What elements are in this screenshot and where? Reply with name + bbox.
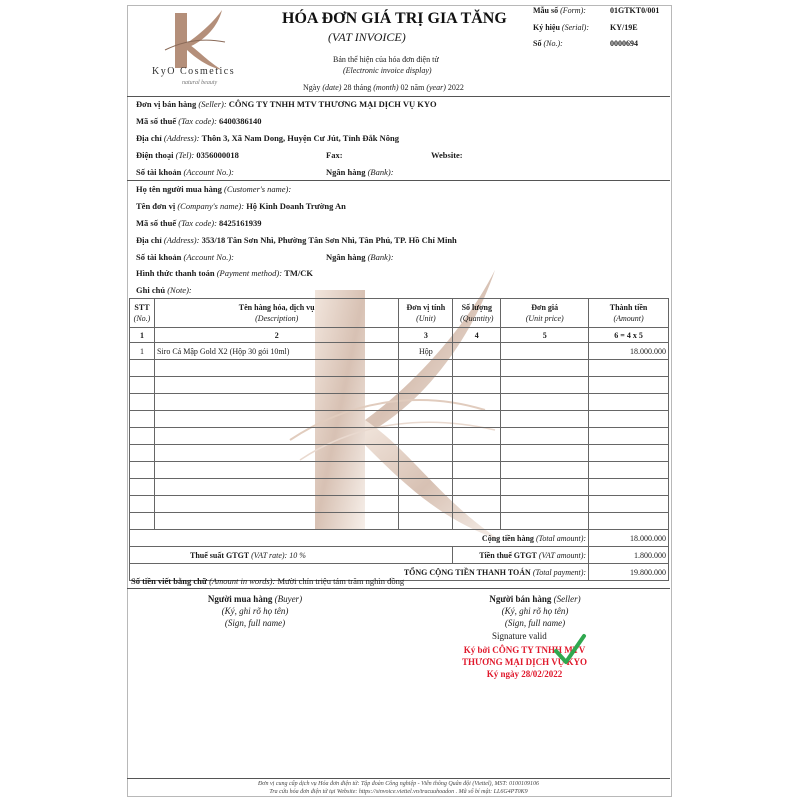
table-row xyxy=(130,445,669,462)
table-row xyxy=(130,479,669,496)
form-label: Mẫu số (Form): xyxy=(533,6,586,15)
invoice-date: Ngày (date) 28 tháng (month) 02 năm (year) 2022 xyxy=(303,83,464,92)
brand-slogan: natural beauty xyxy=(182,80,218,86)
item-unit-price xyxy=(501,343,589,360)
col-num: 2 xyxy=(154,328,398,343)
amount-in-words: Số tiền viết bằng chữ (Amount in words): Mười chín triệu tám trăm nghìn đồng xyxy=(131,576,405,586)
invoice-title: HÓA ĐƠN GIÁ TRỊ GIA TĂNG xyxy=(282,10,507,27)
total-value: 18.000.000 xyxy=(589,530,669,547)
buyer-address: Địa chỉ (Address): 353/18 Tân Sơn Nhì, Phường Tân Sơn Nhì, Tân Phú, TP. Hồ Chí Minh xyxy=(136,235,457,245)
seller-fax: Fax: xyxy=(326,150,343,160)
table-row xyxy=(130,428,669,445)
table-header-row xyxy=(130,299,669,328)
seller-address: Địa chỉ (Address): Thôn 3, Xã Nam Dong, Huyện Cư Jút, Tỉnh Đắk Nông xyxy=(136,133,399,143)
buyer-signature-block: Người mua hàng (Buyer) (Ký, ghi rõ họ tên) (Sign, full name) xyxy=(207,594,303,628)
signature-valid: Signature valid xyxy=(492,631,547,641)
items-table xyxy=(129,298,669,581)
seller-website: Website: xyxy=(431,150,463,160)
seller-tax: Mã số thuế (Tax code): 6400386140 xyxy=(136,116,262,126)
payment-label: TỔNG CỘNG TIỀN THANH TOÁN (Total payment): xyxy=(130,564,589,581)
table-row xyxy=(130,360,669,377)
item-no: 1 xyxy=(130,343,155,360)
seller-account: Số tài khoản (Account No.): xyxy=(136,167,234,177)
item-amount: 18.000.000 xyxy=(589,343,669,360)
header-unit-price: Đơn giá (Unit price) xyxy=(501,299,589,328)
buyer-tax: Mã số thuế (Tax code): 8425161939 xyxy=(136,218,262,228)
column-number-row xyxy=(130,328,669,343)
table-row xyxy=(130,377,669,394)
note: Ghi chú (Note): xyxy=(136,285,192,295)
table-row xyxy=(130,411,669,428)
vat-amount-label: Tiền thuế GTGT (VAT amount): xyxy=(453,547,589,564)
header-unit: Đơn vị tính (Unit) xyxy=(399,299,453,328)
number-value: 0000694 xyxy=(610,39,638,48)
col-num: 1 xyxy=(130,328,155,343)
vat-row xyxy=(130,547,669,564)
seller-signature-block: Người bán hàng (Seller) (Ký, ghi rõ họ tên) (Sign, full name) xyxy=(489,594,581,628)
divider xyxy=(127,778,670,779)
number-label: Số (No.): xyxy=(533,39,563,48)
table-row xyxy=(130,394,669,411)
invoice-subtitle: (VAT INVOICE) xyxy=(328,30,406,44)
digital-signature: Ký bởi CÔNG TY TNHH MTV THƯƠNG MẠI DỊCH VỤ KYO Ký ngày 28/02/2022 xyxy=(462,645,588,679)
table-row xyxy=(130,343,669,360)
check-icon xyxy=(553,633,587,667)
header-description: Tên hàng hóa, dịch vụ (Description) xyxy=(154,299,398,328)
serial-value: KY/19E xyxy=(610,23,638,32)
header-no: STT (No.) xyxy=(130,299,155,328)
table-row xyxy=(130,513,669,530)
buyer-bank: Ngân hàng (Bank): xyxy=(326,252,394,262)
item-unit: Hộp xyxy=(399,343,453,360)
seller-tel: Điện thoại (Tel): 0356000018 xyxy=(136,150,239,160)
serial-label: Ký hiệu (Serial): xyxy=(533,23,590,32)
footer: Đơn vị cung cấp dịch vụ Hóa đơn điện tử: Tập đoàn Công nghiệp - Viễn thông Quân đội (Viettel), MST: 0100109106 Tra cứu hóa đơn điện tử tại Website: https://sinvoice.viettel.vn/tracuuhoadon . Mã số bí mật: LL6G4PT0K9 xyxy=(257,781,540,795)
divider xyxy=(127,96,670,97)
item-description: Siro Cá Mập Gold X2 (Hộp 30 gói 10ml) xyxy=(154,343,398,360)
table-row xyxy=(130,462,669,479)
table-row xyxy=(130,496,669,513)
vat-rate-label: Thuế suất GTGT (VAT rate): 10 % xyxy=(130,547,453,564)
buyer-account: Số tài khoản (Account No.): xyxy=(136,252,234,262)
divider xyxy=(127,588,670,589)
item-quantity xyxy=(453,343,501,360)
form-value: 01GTKT0/001 xyxy=(610,6,660,15)
seller-name: Đơn vị bán hàng (Seller): CÔNG TY TNHH MTV THƯƠNG MẠI DỊCH VỤ KYO xyxy=(136,99,437,109)
buyer-company: Tên đơn vị (Company's name): Hộ Kinh Doanh Trường An xyxy=(136,201,346,211)
col-num: 3 xyxy=(399,328,453,343)
col-num: 6 = 4 x 5 xyxy=(589,328,669,343)
header-amount: Thành tiền (Amount) xyxy=(589,299,669,328)
divider xyxy=(127,180,670,181)
col-num: 5 xyxy=(501,328,589,343)
header-quantity: Số lượng (Quantity) xyxy=(453,299,501,328)
display-note: Bản thể hiện của hóa đơn điện tử xyxy=(333,55,439,64)
payment-value: 19.800.000 xyxy=(589,564,669,581)
buyer-name: Họ tên người mua hàng (Customer's name): xyxy=(136,184,292,194)
col-num: 4 xyxy=(453,328,501,343)
payment-method: Hình thức thanh toán (Payment method): TM/CK xyxy=(136,268,314,278)
seller-bank: Ngân hàng (Bank): xyxy=(326,167,394,177)
brand-name: KyO Cosmetics xyxy=(152,66,236,77)
total-row xyxy=(130,530,669,547)
display-note-en: (Electronic invoice display) xyxy=(343,66,432,75)
vat-amount-value: 1.800.000 xyxy=(589,547,669,564)
total-label: Cộng tiền hàng (Total amount): xyxy=(130,530,589,547)
